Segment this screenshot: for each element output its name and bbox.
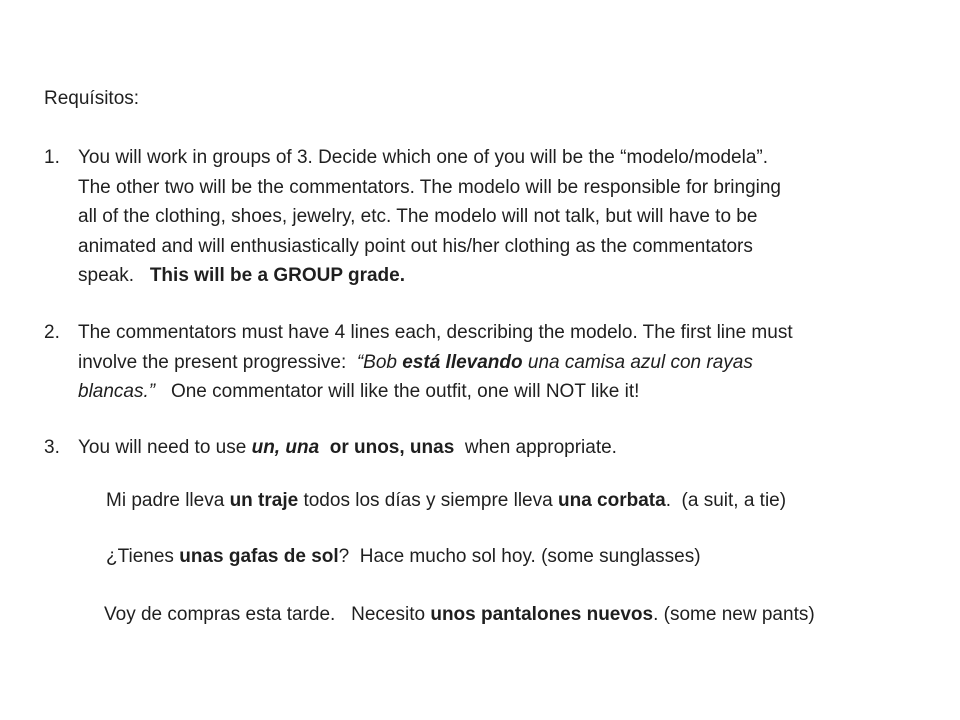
requirement-item-1 [44,143,924,291]
text-run: ¿Tienes [106,546,180,567]
article-bold: or unos, unas [319,437,455,458]
requirements-title: Requísitos: [44,88,140,109]
example-bold: una corbata [557,490,666,511]
example-italic: “Bob [356,351,403,373]
requirement-item-2 [44,318,924,407]
text-line [78,318,924,348]
example-bold: unas gafas de sol [179,546,339,567]
item-number: 2. [44,322,60,343]
example-bold: un traje [229,490,299,511]
example-sentence-2 [106,546,701,568]
example-sentence-1 [106,490,786,512]
text-run: Mi padre lleva [106,490,230,511]
text-run: . (a suit, a tie) [665,490,787,511]
example-sentence-3 [104,604,815,626]
text-line [78,143,924,173]
example-italic: una camisa azul con rayas [522,351,753,373]
text-run: when appropriate. [454,437,617,458]
text-line [78,202,924,232]
group-grade-note: This will be a GROUP grade. [149,265,405,286]
text-run: One commentator will like the outfit, one will NOT like it! [155,381,640,402]
item-number: 1. [44,147,60,168]
text-run: The commentators must have 4 lines each, describing the modelo. The first line must [78,322,793,343]
text-run: You will need to use [78,437,252,458]
text-run: todos los días y siempre lleva [298,490,558,511]
text-run: Voy de compras esta tarde. Necesito [104,604,431,625]
example-italic: blancas.” [78,381,156,402]
text-run: The other two will be the commentators. The modelo will be responsible for bringing [78,176,781,198]
text-line [78,232,924,262]
text-run: ? Hace mucho sol hoy. (some sunglasses) [338,546,701,567]
text-line [78,433,924,463]
example-bold: unos pantalones nuevos [430,604,654,625]
text-run: involve the present progressive: [78,351,357,373]
text-run: speak. [78,265,150,286]
text-line [78,348,924,378]
text-line [78,173,924,203]
text-line [78,261,924,291]
text-run: animated and will enthusiastically point out his/her clothing as the commentators [78,235,753,257]
text-run: You will work in groups of 3. Decide which one of you will be the “modelo/modela”. [78,147,768,168]
item-number: 3. [44,437,60,458]
item-text [78,433,924,463]
article-bold-italic: un, una [251,437,320,458]
text-run: all of the clothing, shoes, jewelry, etc. The modelo will not talk, but will have to be [78,206,758,227]
text-line [78,377,924,407]
requirement-item-3 [44,433,924,463]
text-run: . (some new pants) [653,604,815,625]
item-text [78,143,924,291]
example-bold-italic: está llevando [402,351,523,373]
item-text [78,318,924,407]
